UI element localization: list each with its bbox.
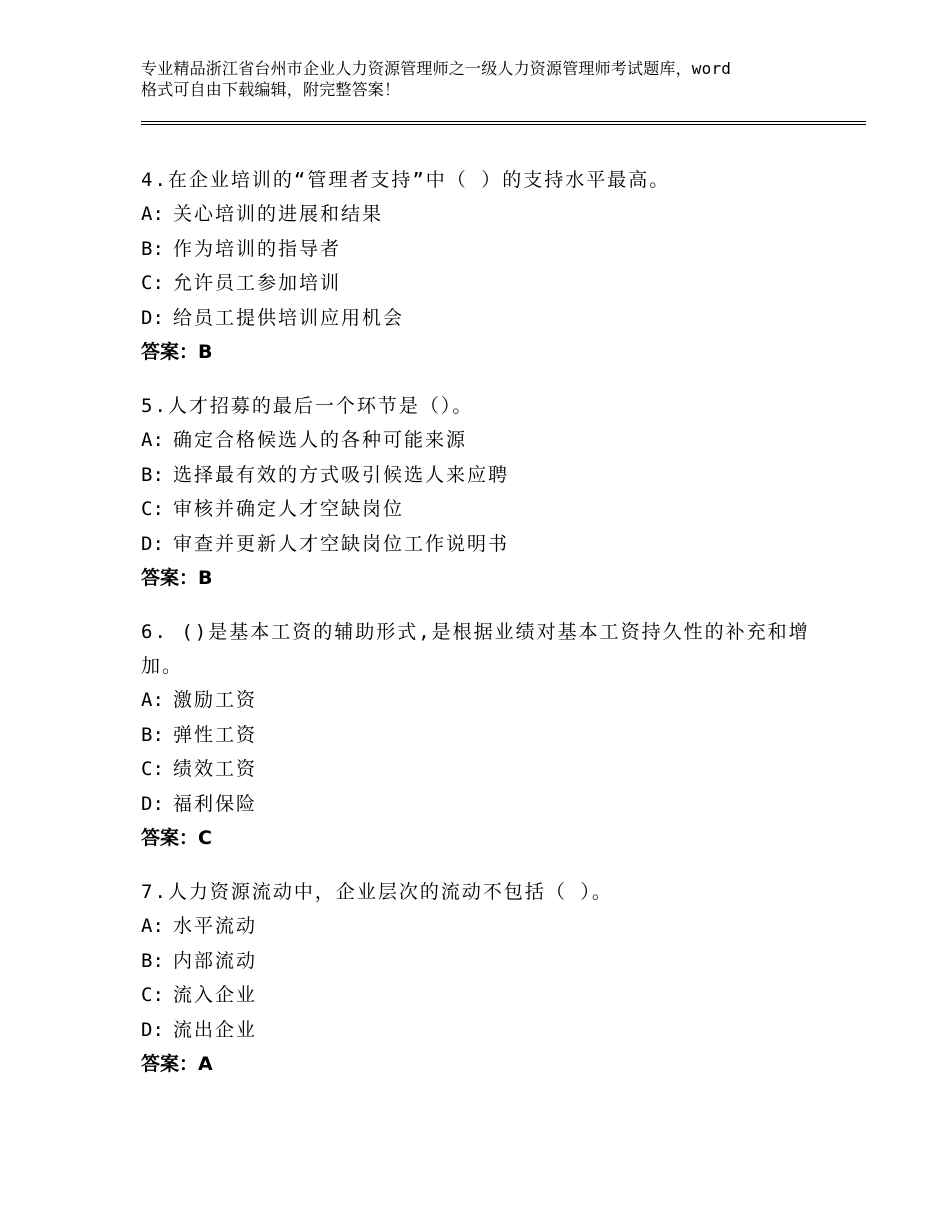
document-header	[141, 58, 841, 100]
option-c	[141, 266, 821, 301]
question-stem: 7.人力资源流动中，企业层次的流动不包括（ ）。	[141, 881, 613, 903]
option-text: 给员工提供培训应用机会	[173, 306, 405, 329]
answer-line: 答案：A	[141, 1053, 213, 1075]
option-text: 作为培训的指导者	[173, 237, 342, 260]
option-text: 内部流动	[173, 949, 258, 972]
option-b	[141, 232, 821, 267]
option-a	[141, 197, 821, 232]
option-text: 审核并确定人才空缺岗位	[173, 498, 405, 520]
option-b	[141, 458, 821, 493]
option-text: 确定合格候选人的各种可能来源	[173, 429, 468, 451]
option-letter: C:	[141, 498, 164, 520]
question-item	[141, 875, 821, 1081]
option-c	[141, 492, 821, 527]
option-text: 选择最有效的方式吸引候选人来应聘	[173, 463, 510, 486]
option-text: 弹性工资	[173, 723, 258, 746]
option-text: 允许员工参加培训	[173, 272, 342, 294]
option-letter: D:	[141, 306, 164, 329]
option-text: 绩效工资	[173, 758, 258, 780]
question-stem: 6. ()是基本工资的辅助形式,是根据业绩对基本工资持久性的补充和增加。	[141, 621, 810, 677]
option-d	[141, 527, 821, 562]
option-letter: B:	[141, 237, 164, 260]
option-b	[141, 718, 821, 753]
option-text: 审查并更新人才空缺岗位工作说明书	[173, 532, 510, 555]
option-d	[141, 301, 821, 336]
option-text: 流入企业	[173, 984, 258, 1006]
option-text: 激励工资	[173, 689, 258, 711]
header-line-1: 专业精品浙江省台州市企业人力资源管理师之一级人力资源管理师考试题库，word	[141, 59, 732, 78]
option-text: 水平流动	[173, 915, 258, 937]
question-item	[141, 615, 821, 855]
answer-line: 答案：C	[141, 827, 212, 849]
option-letter: D:	[141, 792, 164, 815]
option-letter: C:	[141, 272, 164, 294]
question-item	[141, 163, 821, 369]
option-d	[141, 1013, 821, 1048]
question-stem: 5.人才招募的最后一个环节是（）。	[141, 395, 474, 417]
option-letter: B:	[141, 463, 164, 486]
header-divider-bottom	[141, 124, 866, 125]
option-text: 关心培训的进展和结果	[173, 203, 384, 225]
option-letter: A:	[141, 203, 164, 225]
question-item	[141, 389, 821, 595]
header-line-2: 格式可自由下载编辑，附完整答案！	[141, 80, 401, 99]
option-letter: A:	[141, 689, 164, 711]
header-divider-top	[141, 121, 866, 122]
option-letter: D:	[141, 532, 164, 555]
option-text: 流出企业	[173, 1018, 258, 1041]
option-c	[141, 978, 821, 1013]
answer-line: 答案：B	[141, 567, 213, 589]
option-text: 福利保险	[173, 792, 258, 815]
option-letter: C:	[141, 984, 164, 1006]
option-a	[141, 423, 821, 458]
option-b	[141, 944, 821, 979]
answer-line: 答案：B	[141, 341, 213, 363]
question-stem: 4.在企业培训的“管理者支持”中（ ）的支持水平最高。	[141, 169, 671, 191]
option-letter: A:	[141, 915, 164, 937]
option-letter: D:	[141, 1018, 164, 1041]
option-letter: B:	[141, 723, 164, 746]
option-d	[141, 787, 821, 822]
question-list	[141, 163, 821, 1101]
option-a	[141, 683, 821, 718]
option-letter: A:	[141, 429, 164, 451]
option-c	[141, 752, 821, 787]
option-letter: B:	[141, 949, 164, 972]
option-a	[141, 909, 821, 944]
option-letter: C:	[141, 758, 164, 780]
